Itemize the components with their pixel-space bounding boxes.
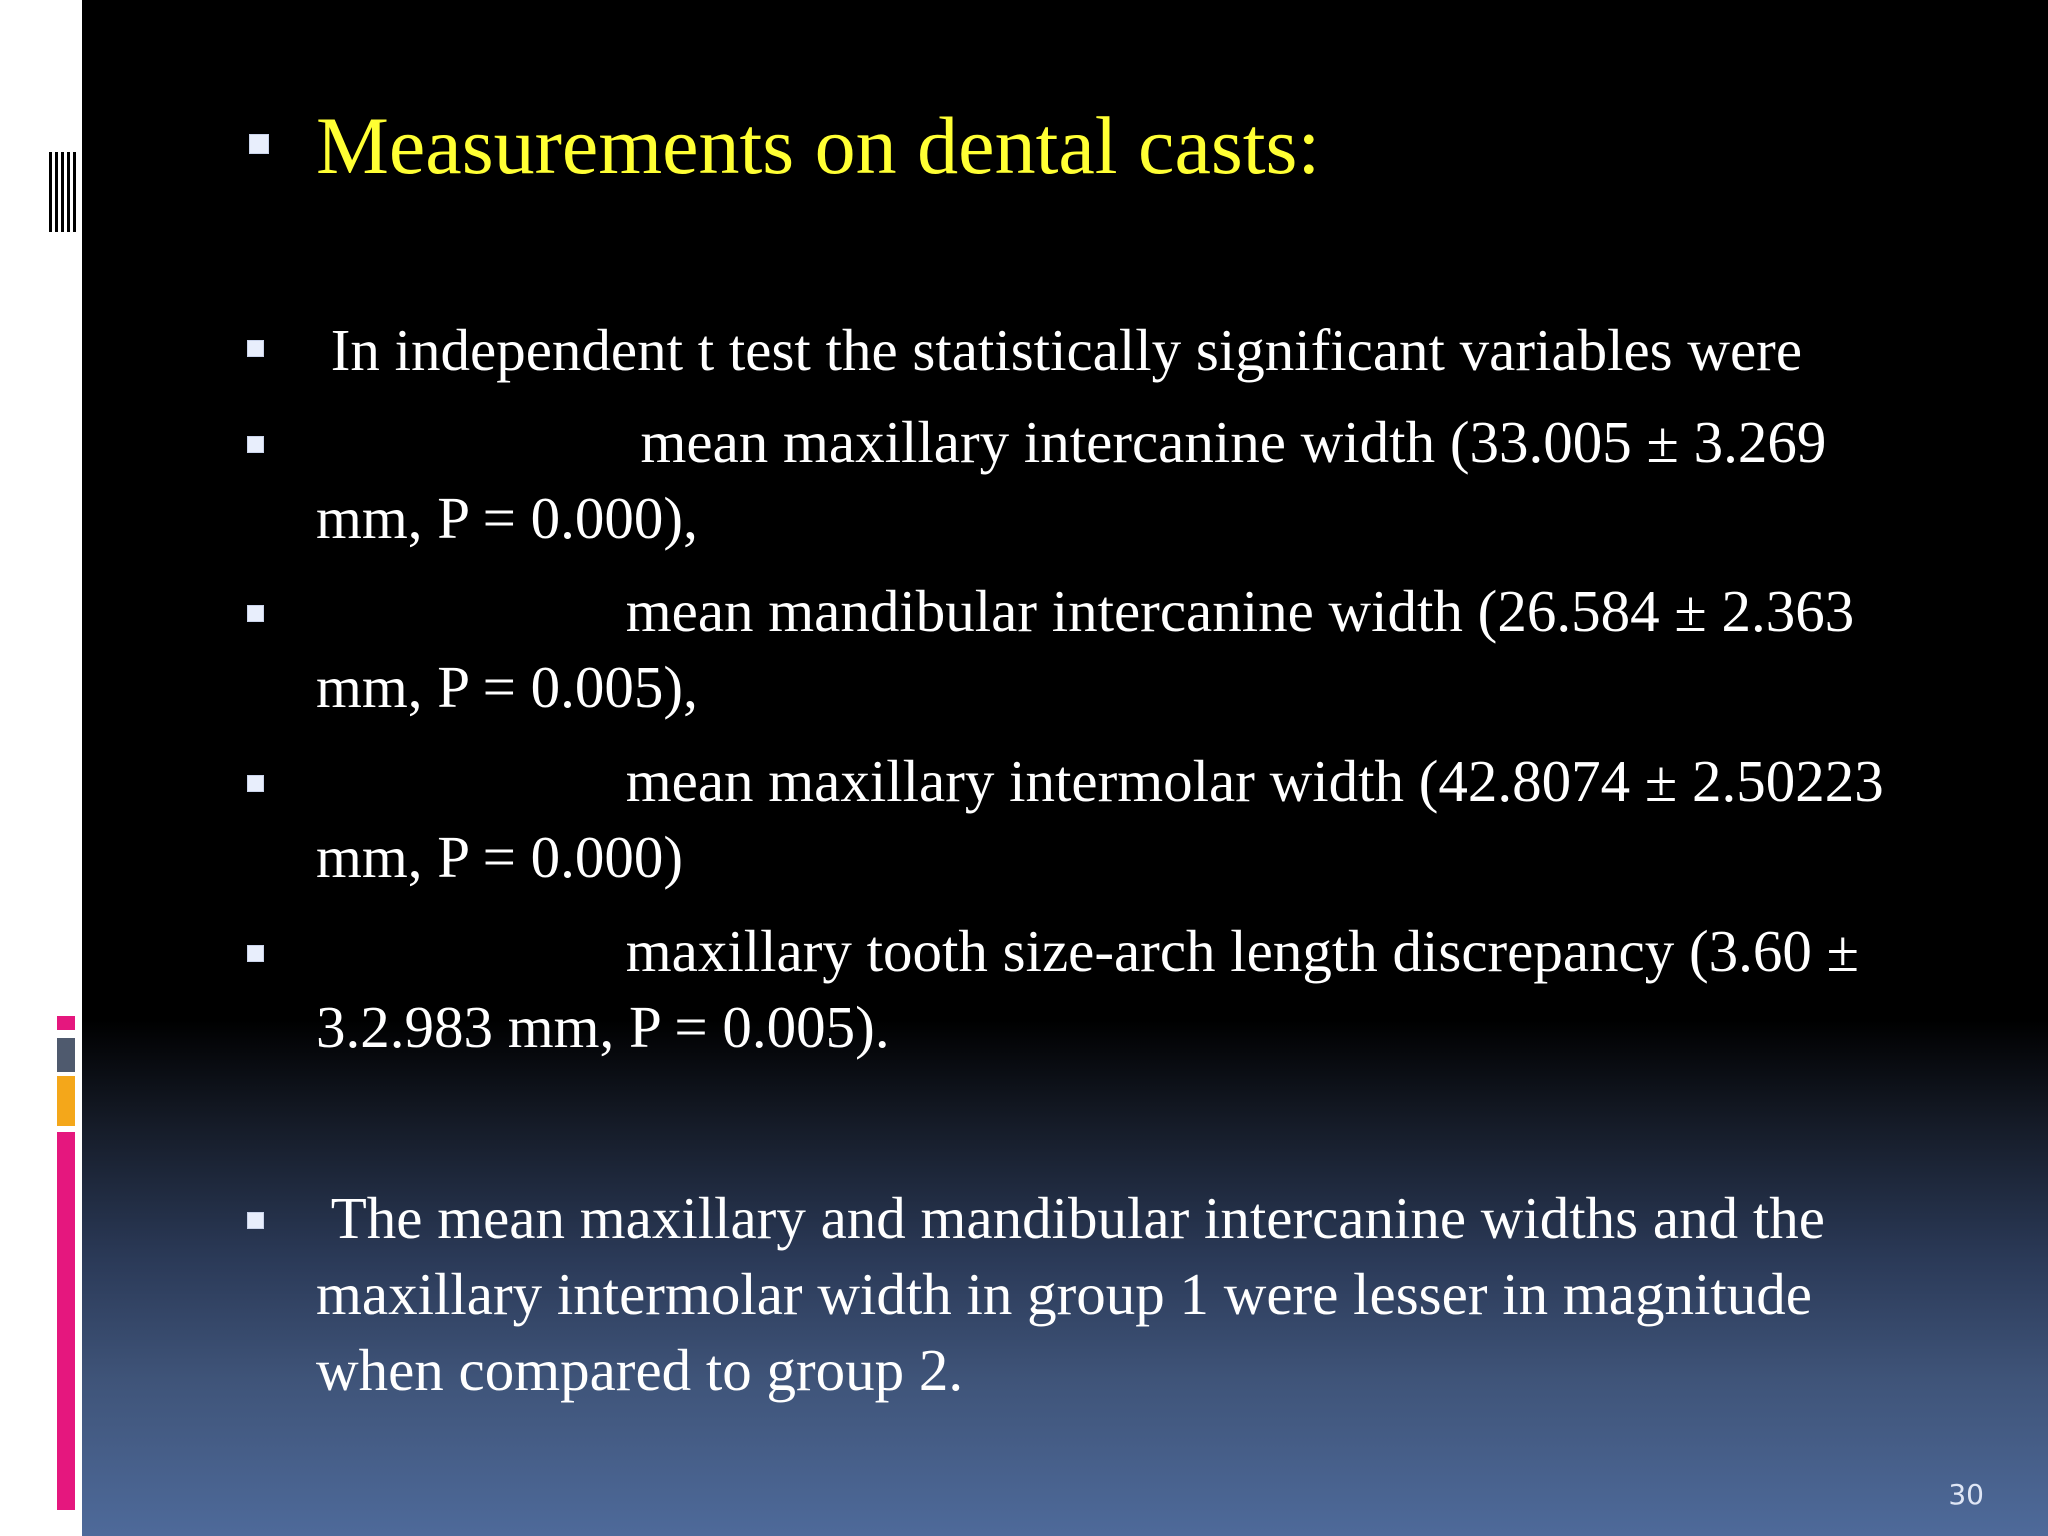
square-bullet-icon	[247, 436, 264, 453]
square-bullet-icon	[247, 605, 264, 622]
pink-accent-bar-small	[57, 1016, 75, 1030]
gray-accent-bar	[57, 1038, 75, 1072]
bullet-text-max-intercanine: mean maxillary intercanine width (33.005 ± 3.269 mm, P = 0.000),	[316, 409, 1842, 551]
slide-title: Measurements on dental casts:	[316, 100, 1321, 191]
square-bullet-icon	[247, 775, 264, 792]
vertical-stripes-icon	[49, 152, 79, 232]
bullet-text-discrepancy: maxillary tooth size-arch length discrepancy (3.60 ± 3.2.983 mm, P = 0.005).	[316, 918, 1874, 1060]
bullet-text-max-intermolar: mean maxillary intermolar width (42.8074 ± 2.50223 mm, P = 0.000)	[316, 748, 1899, 890]
orange-accent-bar	[57, 1076, 75, 1126]
title-bullet-icon	[249, 134, 269, 154]
square-bullet-icon	[247, 945, 264, 962]
bullet-text-mand-intercanine: mean mandibular intercanine width (26.584 ± 2.363 mm, P = 0.005),	[316, 578, 1869, 720]
pink-accent-bar-large	[57, 1132, 75, 1510]
bullet-text-intro: In independent t test the statistically significant variables were	[316, 317, 1803, 383]
bullet-text-conclusion: The mean maxillary and mandibular intercanine widths and the maxillary intermolar width in group 1 were lesser in magnitude when compared to group 2.	[316, 1185, 1840, 1403]
square-bullet-icon	[247, 340, 264, 357]
left-decoration-strip	[0, 0, 82, 1536]
square-bullet-icon	[247, 1212, 264, 1229]
page-number: 30	[1948, 1478, 1984, 1511]
